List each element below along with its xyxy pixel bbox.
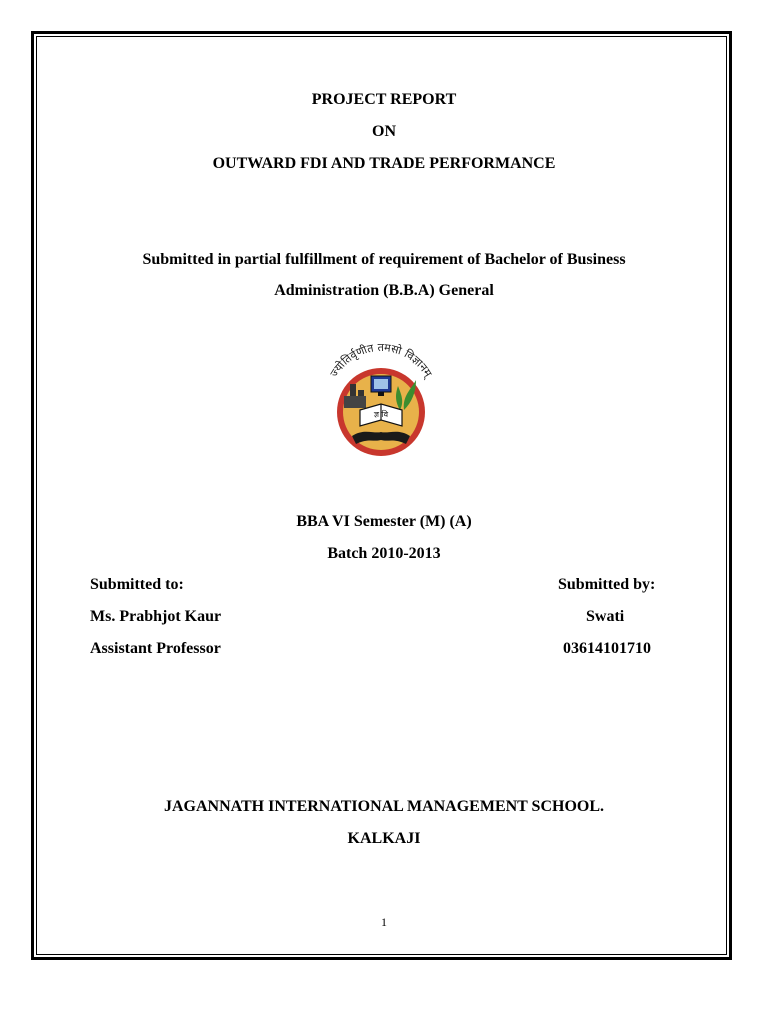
institution-location: KALKAJI bbox=[347, 830, 421, 847]
report-title-line3: OUTWARD FDI AND TRADE PERFORMANCE bbox=[212, 155, 556, 172]
submitted-by-label: Submitted by: bbox=[558, 576, 656, 593]
emblem-motto: ज्योतिर्वृणीत तमसो विज्ञानम् bbox=[327, 340, 435, 380]
emblem-book-text: ज्ञ वि bbox=[373, 410, 389, 419]
semester-label: BBA VI Semester (M) (A) bbox=[296, 513, 472, 530]
submitted-by-roll: 03614101710 bbox=[563, 640, 651, 657]
submission-statement-line1: Submitted in partial fulfillment of requirement of Bachelor of Business bbox=[142, 251, 626, 268]
page-number: 1 bbox=[381, 915, 387, 929]
batch-label: Batch 2010-2013 bbox=[327, 545, 441, 562]
report-title-line1: PROJECT REPORT bbox=[311, 91, 457, 108]
institution-name: JAGANNATH INTERNATIONAL MANAGEMENT SCHOOL. bbox=[163, 798, 605, 815]
submitted-to-label: Submitted to: bbox=[90, 576, 184, 593]
submitted-to-designation: Assistant Professor bbox=[90, 640, 221, 657]
university-emblem-icon bbox=[316, 340, 446, 458]
submitted-to-name: Ms. Prabhjot Kaur bbox=[90, 608, 222, 625]
submission-statement-line2: Administration (B.B.A) General bbox=[274, 282, 494, 299]
report-title-line2: ON bbox=[372, 123, 396, 140]
submitted-by-name: Swati bbox=[586, 608, 625, 625]
